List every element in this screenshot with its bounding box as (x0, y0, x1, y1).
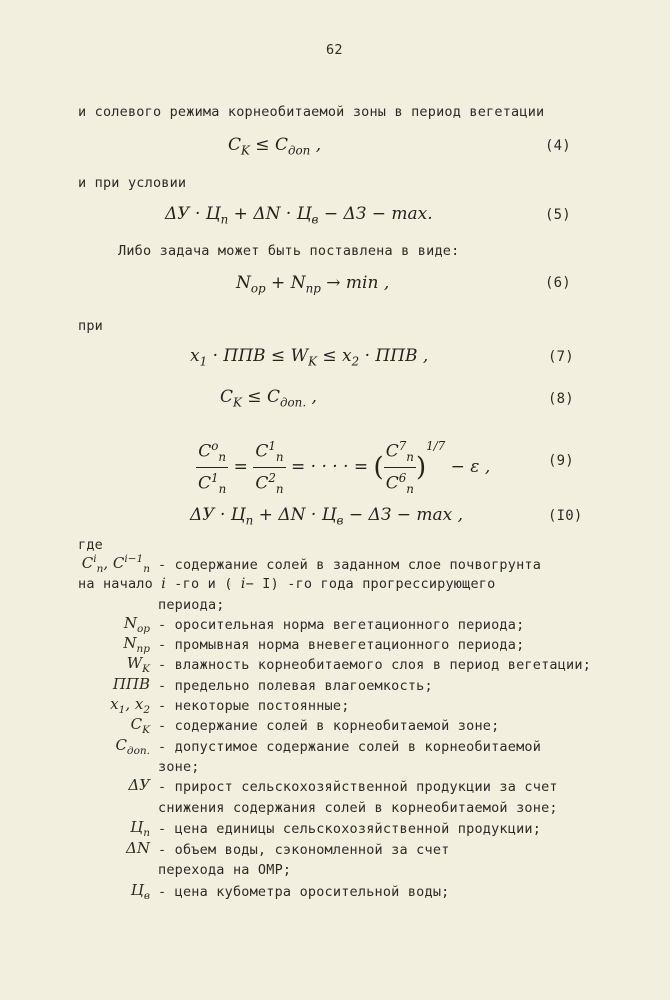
def-text-7: - содержание солей в корнеобитаемой зоне; (158, 718, 500, 734)
equation-8-number: (8) (548, 391, 574, 407)
def-symbol-delta-u: ΔУ (128, 776, 150, 794)
fraction-2: $\frac{C^1_п}{C^2_п}$ (253, 436, 285, 499)
def-symbol-delta-n: ΔN (126, 839, 150, 857)
def-symbol-cdop: $C_{доп.}$ (115, 736, 150, 757)
equation-9-number: (9) (548, 453, 574, 469)
def-symbol-wk: $W_K$ (126, 654, 150, 675)
def-text-1: - содержание солей в заданном слое почвогрунта (158, 557, 542, 573)
equation-4-number: (4) (545, 138, 571, 154)
def-symbol-ck: $C_K$ (130, 715, 150, 736)
def-text-9: - прирост сельскохозяйственной продукции за счет (158, 779, 558, 795)
def-text-8-cont: зоне; (158, 759, 200, 775)
def-text-6: - некоторые постоянные; (158, 698, 350, 714)
def-symbol-cp: $Ц_п$ (130, 818, 150, 839)
intro-line: и солевого режима корнеобитаемой зоны в период вегетации (78, 104, 545, 120)
equation-6-number: (6) (545, 275, 571, 291)
def-symbol-npr: $N_{пр}$ (123, 634, 150, 655)
def-text-11: - объем воды, сэкономленной за счет (158, 842, 450, 858)
pri-word: при (78, 318, 103, 334)
def-text-9-cont: снижения содержания солей в корнеобитаемой зоне; (158, 800, 558, 816)
page-number: 62 (326, 42, 343, 58)
condition-line: и при условии (78, 175, 187, 191)
alternative-line: Либо задача может быть поставлена в виде: (118, 243, 460, 259)
equation-5: $\Delta У \cdot Ц_п + \Delta N \cdot Ц_в - \Delta З - \max$. (165, 204, 433, 227)
def-text-1-cont: на начало i -го и ( i− I) -го года прогрессирующего (78, 576, 496, 592)
equation-10: $\Delta У \cdot Ц_п + \Delta N \cdot Ц_в - \Delta З - \max$ , (190, 505, 464, 528)
equation-7: $x_1$ · ППВ ≤ $W_K \le x_2$ · ППВ , (190, 346, 429, 369)
def-text-4: - влажность корнеобитаемого слоя в период вегетации; (158, 657, 592, 673)
def-text-1-cont2: периода; (158, 597, 225, 613)
def-text-11-cont: перехода на ОМР; (158, 862, 292, 878)
def-text-3: - промывная норма вневегетационного периода; (158, 637, 525, 653)
def-symbol-ppv: ППВ (112, 675, 150, 693)
equation-9: $\frac{C^o_п}{C^1_п}$ = $\frac{C^1_п}{C^2_п}$ = · · · · = ( $\frac{C^7_п}{C^6_п}$ )$^{1/7}$ − ε , (196, 436, 490, 499)
fraction-1: $\frac{C^o_п}{C^1_п}$ (196, 436, 228, 499)
def-symbol-x1-x2: $x_1$, $x_2$ (110, 695, 150, 716)
equation-7-number: (7) (548, 349, 574, 365)
def-symbol-cv: $Ц_в$ (130, 881, 150, 902)
gde-word: где (78, 537, 103, 553)
fraction-3: $\frac{C^7_п}{C^6_п}$ (384, 436, 416, 499)
equation-10-number: (I0) (548, 508, 583, 524)
equation-4: $C_K \le C_{доп}$ , (228, 135, 322, 158)
def-text-5: - предельно полевая влагоемкость; (158, 678, 433, 694)
equation-6: $N_{ор} + N_{пр} \to \min$ , (236, 273, 390, 296)
def-text-2: - оросительная норма вегетационного периода; (158, 617, 525, 633)
equation-8: $C_K \le C_{доп.}$ , (220, 387, 317, 410)
def-text-12: - цена кубометра оросительной воды; (158, 884, 450, 900)
def-text-10: - цена единицы сельскохозяйственной продукции; (158, 821, 542, 837)
equation-5-number: (5) (545, 207, 571, 223)
def-text-8: - допустимое содержание солей в корнеобитаемой (158, 739, 542, 755)
def-symbol-nor: $N_{ор}$ (123, 614, 150, 635)
def-symbol-concentration: $C^i_п$, $C^{i-1}_п$ (81, 553, 150, 575)
